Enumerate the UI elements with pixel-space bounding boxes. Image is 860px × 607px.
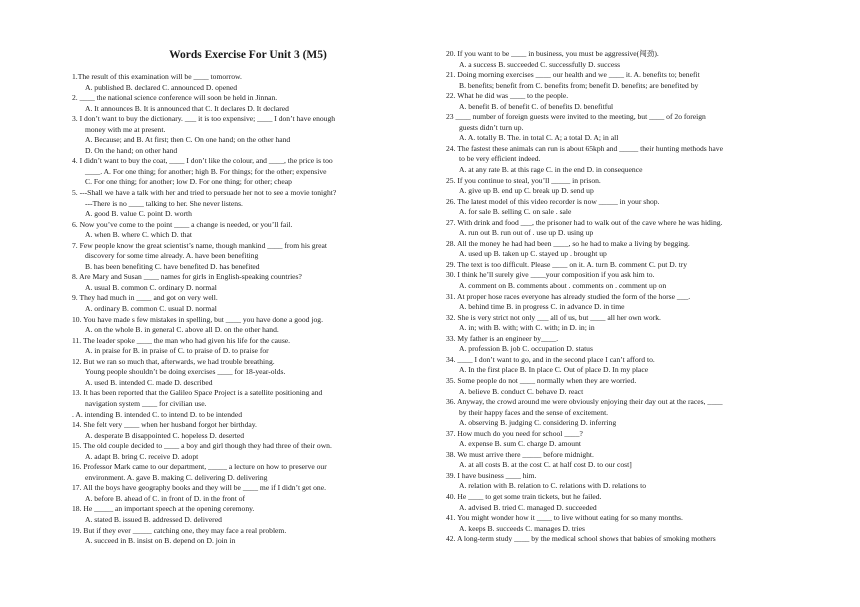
exercise-line: A. at all costs B. at the cost C. at half cost D. to our cost] xyxy=(459,460,632,470)
exercise-line: A. for sale B. selling C. on sale . sale xyxy=(459,207,572,217)
exercise-line: 23 ____ number of foreign guests were invited to the meeting, but ____ of 2o foreign xyxy=(446,112,706,122)
exercise-line: 38. We must arrive there _____ before midnight. xyxy=(446,449,594,459)
exercise-line: 33. My father is an engineer by____. xyxy=(446,333,559,343)
exercise-line: A. stated B. issued B. addressed D. delivered xyxy=(85,514,222,524)
exercise-line: ____. A. For one thing; for another; high B. For things; for the other; expensive xyxy=(85,166,327,176)
exercise-line: 21. Doing morning exercises ____ our health and we ____ it. A. benefits to; benefit xyxy=(446,70,700,80)
exercise-line: A. comment on B. comments about . comments on . comment up on xyxy=(459,281,667,291)
exercise-line: 28. All the money he had had been ____, so he had to make a living by begging. xyxy=(446,238,690,248)
exercise-line: 27. With drink and food ___, the prisoner had to walk out of the cave where he was hiding. xyxy=(446,217,723,227)
exercise-line: to be very efficient indeed. xyxy=(459,154,541,164)
exercise-line: 36. Anyway, the crowd around me were obviously enjoying their day out at the races, ____ xyxy=(446,397,723,407)
exercise-line: 10. You have made s few mistakes in spelling, but ____ you have done a good jog. xyxy=(72,314,323,324)
exercise-line: environment. A. gave B. making C. delivering D. delivering xyxy=(85,472,268,482)
exercise-line: 42. A long-term study ____ by the medical school shows that babies of smoking mothers xyxy=(446,534,716,544)
exercise-line: 30. I think he’ll surely give ____your composition if you ask him to. xyxy=(446,270,655,280)
exercise-line: 5. ---Shall we have a talk with her and tried to persuade her not to see a movie tonight? xyxy=(72,188,337,198)
exercise-line: 22. What he did was ____ to the people. xyxy=(446,91,569,101)
exercise-line: 29. The text is too difficult. Please ____ on it. A. turn B. comment C. put D. try xyxy=(446,259,688,269)
exercise-line: A. usual B. common C. ordinary D. normal xyxy=(85,282,217,292)
exercise-line: A. used B. intended C. made D. described xyxy=(85,377,213,387)
exercise-line: discovery for some time already. A. have been benefiting xyxy=(85,251,259,261)
exercise-line: 16. Professor Mark came to our department, _____ a lecture on how to preserve our xyxy=(72,462,327,472)
exercise-line: A. ordinary B. common C. usual D. normal xyxy=(85,304,217,314)
exercise-line: 1.The result of this examination will be ____ tomorrow. xyxy=(72,72,242,81)
exercise-line: 17. All the boys have geography books and they will be ____ me if I didn’t get one. xyxy=(72,483,326,493)
exercise-line: 35. Some people do not ____ normally when they are worried. xyxy=(446,375,637,385)
exercise-line: A. benefit B. of benefit C. of benefits D. benefitful xyxy=(459,101,614,111)
page-title: Words Exercise For Unit 3 (M5) xyxy=(169,49,327,61)
exercise-line: 26. The latest model of this video recorder is now _____ in your shop. xyxy=(446,196,660,206)
exercise-line: C. For one thing; for another; low D. For one thing; for other; cheap xyxy=(85,177,292,187)
exercise-line: 34. ____ I don’t want to go, and in the second place I can’t afford to. xyxy=(446,354,655,364)
exercise-line: A. relation with B. relation to C. relations with D. relations to xyxy=(459,481,647,491)
exercise-line: A. It announces B. It is announced that C. It declares D. It declared xyxy=(85,103,289,113)
exercise-line: 24. The fastest these animals can run is about 65kph and _____ their hunting methods have xyxy=(446,143,723,153)
exercise-line: A. Because; and B. At first; then C. On one hand; on the other hand xyxy=(85,135,291,145)
exercise-line: A. A. totally B. The. in total C. A; a total D. A; in all xyxy=(459,133,619,143)
exercise-line: 37. How much do you need for school ____? xyxy=(446,428,583,438)
exercise-line: A. keeps B. succeeds C. manages D. tries xyxy=(459,523,585,533)
exercise-line: 14. She felt very ____ when her husband forgot her birthday. xyxy=(72,420,257,430)
exercise-line: 8. Are Mary and Susan ____ names for girls in English-speaking countries? xyxy=(72,272,302,282)
exercise-line: A. succeed in B. insist on B. depend on D. join in xyxy=(85,536,236,546)
exercise-line: 2. ____ the national science conference will soon be held in Jinnan. xyxy=(72,93,278,103)
exercise-line: 6. Now you’ve come to the point ____ a change is needed, or you’ll fail. xyxy=(72,219,293,229)
exercise-line: 40. He ____ to get some train tickets, but he failed. xyxy=(446,491,602,501)
exercise-line: A. a success B. succeeded C. successfully D. success xyxy=(459,59,621,69)
exercise-line: guests didn’t turn up. xyxy=(459,122,524,132)
exercise-line: A. expense B. sum C. charge D. amount xyxy=(459,439,581,449)
exercise-line: 32. She is very strict not only ___ all of us, but ____ all her own work. xyxy=(446,312,661,322)
exercise-line: D. On the hand; on other hand xyxy=(85,145,178,155)
exercise-line: A. believe B. conduct C. behave D. react xyxy=(459,386,584,396)
exercise-line: A. on the whole B. in general C. above all D. on the other hand. xyxy=(85,325,279,335)
exercise-line: A. in praise for B. in praise of C. to praise of D. to praise for xyxy=(85,346,269,356)
exercise-line: 4. I didn’t want to buy the coat, ____ I don’t like the colour, and ____, the price is too xyxy=(72,156,333,166)
exercise-line: A. used up B. taken up C. stayed up . brought up xyxy=(459,249,607,259)
exercise-line: money with me at present. xyxy=(85,124,166,134)
exercise-line: A. profession B. job C. occupation D. status xyxy=(459,344,593,354)
exercise-line: 13. It has been reported that the Galileo Space Project is a satellite positioning and xyxy=(72,388,323,398)
exercise-line: B. has been benefiting C. have benefited D. has benefited xyxy=(85,261,260,271)
exercise-line: 18. He _____ an important speech at the opening ceremony. xyxy=(72,504,255,514)
exercise-line: A. give up B. end up C. break up D. send up xyxy=(459,186,594,196)
exercise-line: 15. The old couple decided to ____ a boy and girl though they had three of their own. xyxy=(72,441,332,451)
exercise-line: B. benefits; benefit from C. benefits from; benefit D. benefits; are benefited by xyxy=(459,80,699,90)
exercise-line: A. before B. ahead of C. in front of D. in the front of xyxy=(85,493,246,503)
exercise-line: A. when B. where C. which D. that xyxy=(85,230,192,240)
exercise-line: 12. But we ran so much that, afterwards, we had trouble breathing. xyxy=(72,356,275,366)
exercise-line: navigation system ____ for civilian use. xyxy=(85,398,207,408)
exercise-line: A. published B. declared C. announced D. opened xyxy=(85,82,238,92)
exercise-line: A. In the first place B. In place C. Out of place D. In my place xyxy=(459,365,649,375)
exercise-line: A. at any rate B. at this rage C. in the end D. in consequence xyxy=(459,165,643,175)
exercise-line: Young people shouldn’t be doing exercises ____ for 18-year-olds. xyxy=(85,367,286,377)
exercise-line: A. observing B. judging C. considering D. inferring xyxy=(459,418,617,428)
exercise-line: 7. Few people know the great scientist’s name, though mankind ____ from his great xyxy=(72,240,327,250)
exercise-line: by their happy faces and the sense of excitement. xyxy=(459,407,609,417)
exercise-line: 39. I have business ____ him. xyxy=(446,470,537,480)
exercise-line: 20. If you want to be ____ in business, you must be aggressive(闯劲). xyxy=(446,49,659,58)
exercise-line: A. good B. value C. point D. worth xyxy=(85,209,192,219)
exercise-line: 11. The leader spoke ____ the man who had given his life for the cause. xyxy=(72,335,291,345)
exercise-line: 31. At proper hose races everyone has already studied the form of the horse ___. xyxy=(446,291,691,301)
exercise-line: A. run out B. run out of . use up D. using up xyxy=(459,228,594,238)
right-column xyxy=(446,49,784,545)
exercise-line: A. desperate B disappointed C. hopeless D. deserted xyxy=(85,430,245,440)
exercise-line: 41. You might wonder how it ____ to live without eating for so many months. xyxy=(446,513,683,523)
exercise-line: A. adapt B. bring C. receive D. adopt xyxy=(85,451,199,461)
exercise-line: A. in; with B. with; with C. with; in D. in; in xyxy=(459,323,595,333)
exercise-line: 25. If you continue to steal, you’ll _____ in prison. xyxy=(446,175,601,185)
exercise-line: 9. They had much in ____ and got on very well. xyxy=(72,293,218,303)
exercise-line: . A. intending B. intended C. to intend D. to be intended xyxy=(72,409,242,419)
exercise-line: A. advised B. tried C. managed D. succeeded xyxy=(459,502,597,512)
exercise-line: 19. But if they ever _____ catching one, they may face a real problem. xyxy=(72,525,287,535)
exercise-line: 3. I don’t want to buy the dictionary. ___ it is too expensive; ____ I don’t have enough xyxy=(72,114,336,124)
left-column xyxy=(72,72,424,547)
exercise-line: ---There is no ____ talking to her. She never listens. xyxy=(85,198,243,208)
exercise-line: A. behind time B. in progress C. in advance D. in time xyxy=(459,302,625,312)
